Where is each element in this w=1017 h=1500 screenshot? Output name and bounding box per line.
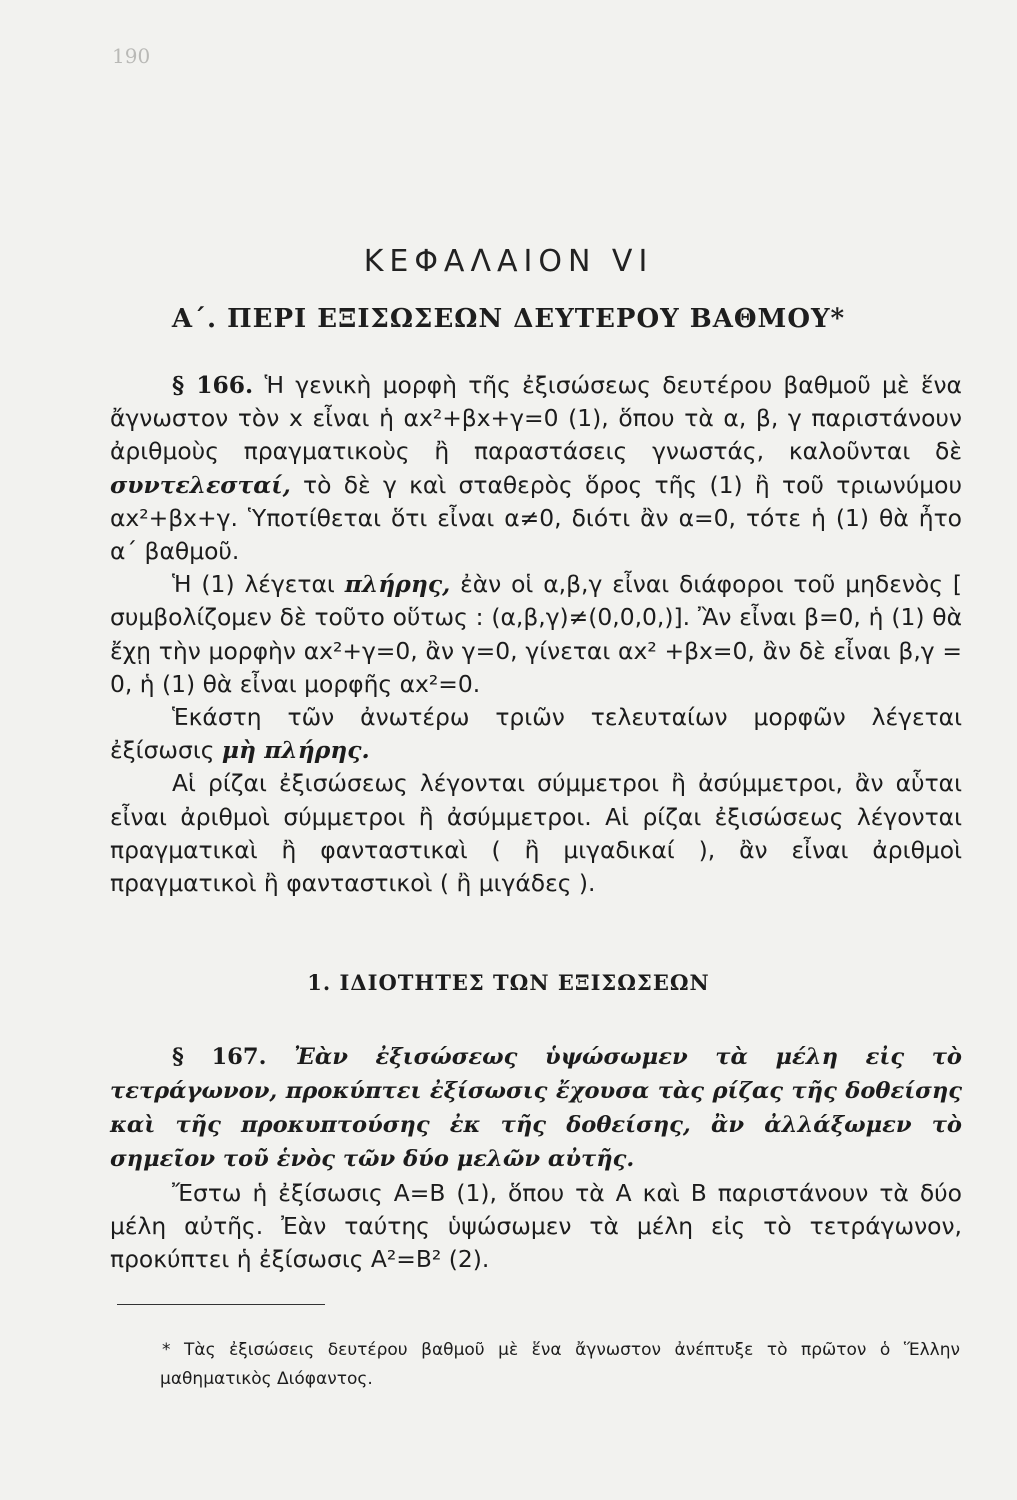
subsection-title: 1. ΙΔΙΟΤΗΤΕΣ ΤΩΝ ΕΞΙΣΩΣΕΩΝ [307,970,710,995]
paragraph-text: Ἡ γενικὴ μορφὴ τῆς ἐξισώσεως δευτέρου βαθμοῦ μὲ ἕνα ἄγνωστον τὸν x εἶναι ἡ αx²+βx+γ=0 (1), ὅπου τὰ α, β, γ παριστάνουν ἀριθμοὺς πραγματικοὺς ἢ παραστάσεις γνωστάς, καλοῦνται δὲ [110,371,962,466]
paragraph-example: Ἔστω ἡ ἐξίσωσις Α=Β (1), ὅπου τὰ Α καὶ Β παριστάνουν τὰ δύο μέλη αὐτῆς. Ἐὰν ταύτης ὑψώσωμεν τὰ μέλη εἰς τὸ τετράγωνον, προκύπτει ἡ ἐξίσωσις Α²=Β² (2). [110,1179,962,1273]
footnote-divider [117,1304,325,1305]
footnote: * Τὰς ἐξισώσεις δευτέρου βαθμοῦ μὲ ἕνα ἄγνωστον ἀνέπτυξε τὸ πρῶτον ὁ Ἕλλην μαθηματικὸς Διόφαντος. [160,1340,960,1389]
term-coefficients: συντελεσταί, [110,470,291,499]
paragraph-167-theorem [110,1040,962,1176]
chapter-title: ΚΕΦΑΛΑΙΟΝ VI [363,244,654,279]
term-complete: πλήρης, [344,570,451,599]
theorem-text: Ἐὰν ἐξισώσεως ὑψώσωμεν τὰ μέλη εἰς τὸ τετράγωνον, προκύπτει ἐξίσωσις ἔχουσα τὰς ρίζας τῆς δοθείσης καὶ τῆς προκυπτούσης ἐκ τῆς δοθείσης, ἂν ἀλλάξωμεν τὸ σημεῖον τοῦ ἑνὸς τῶν δύο μελῶν αὐτῆς. [110,1044,962,1172]
paragraph-text: Ἡ (1) λέγεται [172,570,345,599]
section-title: Α΄. ΠΕΡΙ ΕΞΙΣΩΣΕΩΝ ΔΕΥΤΕΡΟΥ ΒΑΘΜΟΥ* [171,304,846,334]
paragraph-label: § 166. [172,371,254,399]
paragraph-incomplete-equation [110,701,962,767]
paragraph-complete-equation [110,568,962,701]
paragraph-label: § 167. [172,1044,267,1070]
paragraph-text: Ἑκάστη τῶν ἀνωτέρω τριῶν τελευταίων μορφῶν λέγεται ἐξίσωσις [110,703,962,765]
paragraph-roots: Αἱ ρίζαι ἐξισώσεως λέγονται σύμμετροι ἢ ἀσύμμετροι, ἂν αὗται εἶναι ἀριθμοὶ σύμμετροι ἢ ἀσύμμετροι. Αἱ ρίζαι ἐξισώσεως λέγονται πραγματικαὶ ἢ φανταστικαὶ ( ἢ μιγαδικαί ), ἂν εἶναι ἀριθμοὶ πραγματικοὶ ἢ φανταστικοὶ ( ἢ μιγάδες ). [110,769,962,898]
main-text [110,369,962,900]
paragraph-text: ἐὰν οἱ α,β,γ εἶναι διάφοροι τοῦ μηδενὸς [ συμβολίζομεν δὲ τοῦτο οὕτως : (α,β,γ)≠(0,0,0,)]. Ἂν εἶναι β=0, ἡ (1) θὰ ἔχῃ τὴν μορφὴν αx²+γ=0, ἂν γ=0, γίνεται αx² +βx=0, ἂν δὲ εἶναι β,γ = 0, ἡ (1) θὰ εἶναι μορφῆς αx²=0. [110,570,962,698]
term-incomplete: μὴ πλήρης. [221,736,370,765]
paragraph-166 [110,369,962,568]
paragraph-text: τὸ δὲ γ καὶ σταθερὸς ὅρος τῆς (1) ἢ τοῦ τριωνύμου αx²+βx+γ. Ὑποτίθεται ὅτι εἶναι α≠0, διότι ἂν α=0, τότε ἡ (1) θὰ ἦτο α΄ βαθμοῦ. [110,470,962,566]
page-number: 190 [112,44,151,68]
example-text [110,1177,962,1276]
